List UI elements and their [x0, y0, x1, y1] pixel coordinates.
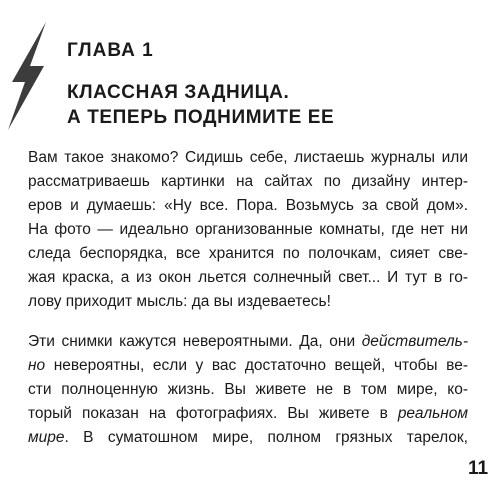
- text-line: мире. В суматошном мире, полном грязных тарелок,: [28, 429, 468, 446]
- chapter-title: [67, 80, 334, 130]
- text-line: рассматриваешь картинки на сайтах по дизайну интер-: [28, 173, 468, 190]
- text-line: торый показан на фотографиях. Вы живете в реальном: [28, 405, 468, 422]
- page-number: 11: [468, 458, 489, 479]
- text-line: жая краска, а из окон льется солнечный свет... И тут в го-: [28, 269, 468, 286]
- chapter-title-line: КЛАССНАЯ ЗАДНИЦА.: [67, 82, 290, 103]
- text-line: Эти снимки кажутся невероятными. Да, они действитель-: [28, 333, 468, 350]
- lightning-bolt-icon: [2, 20, 50, 132]
- emphasis-text: мире: [28, 429, 65, 446]
- paragraph-1: [28, 146, 468, 314]
- text-line: лову приходит мысль: да вы издеваетесь!: [28, 293, 331, 310]
- chapter-title-line: А ТЕПЕРЬ ПОДНИМИТЕ ЕЕ: [67, 107, 335, 128]
- chapter-label: ГЛАВА 1: [67, 40, 154, 61]
- text-line: но невероятны, если у вас достаточно вещей, чтобы ве-: [28, 357, 468, 374]
- text-line: сти полноценную жизнь. Вы живете не в том мире, ко-: [28, 381, 468, 398]
- emphasis-text: действитель-: [361, 333, 468, 350]
- emphasis-text: но: [28, 357, 46, 374]
- text-line: На фото — идеально организованные комнаты, где нет ни: [28, 221, 468, 238]
- paragraph-2: [28, 330, 468, 450]
- text-line: Вам такое знакомо? Сидишь себе, листаешь журналы или: [28, 149, 468, 166]
- text-line: следа беспорядка, все хранится по полочкам, сияет све-: [28, 245, 468, 262]
- emphasis-text: реальном: [397, 405, 468, 422]
- text-line: еров и думаешь: «Ну все. Пора. Возьмусь за свой дом».: [28, 197, 468, 214]
